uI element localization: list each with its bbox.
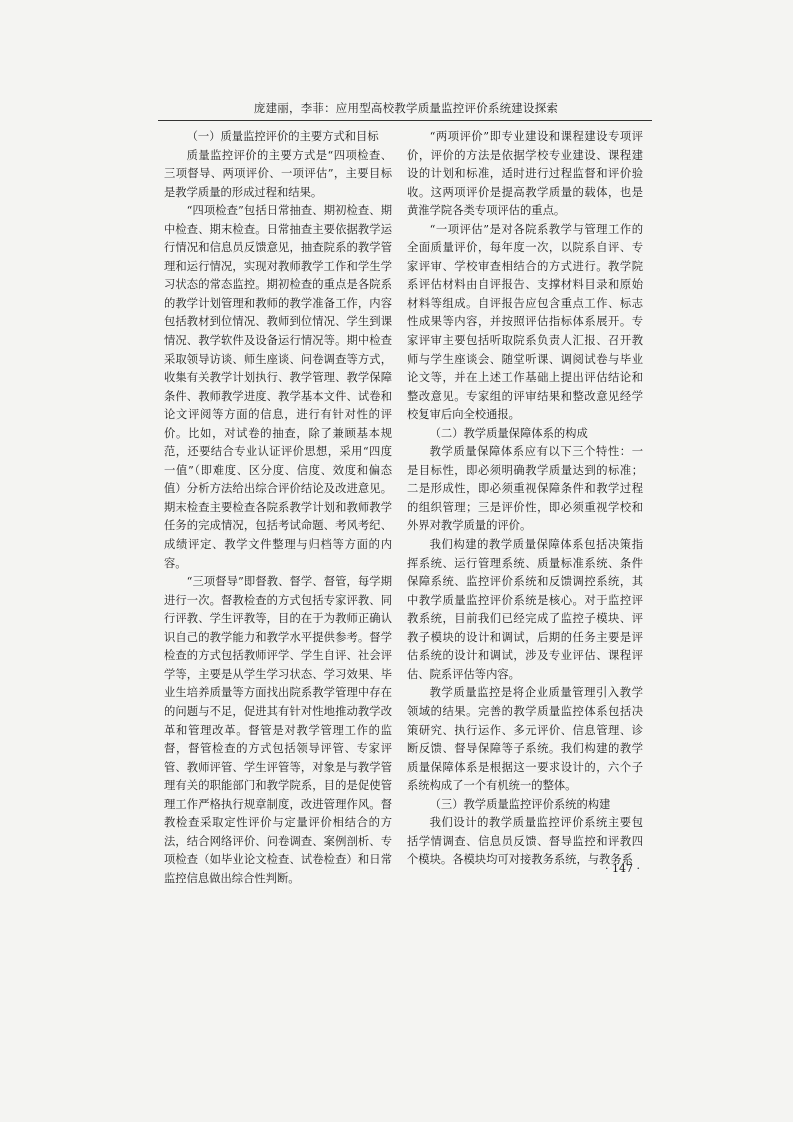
left-column bbox=[164, 128, 392, 888]
page-number: · 147 · bbox=[605, 862, 640, 875]
paragraph: 教学质量保障体系应有以下三个特性：一是目标性，即必须明确教学质量达到的标准；二是形成性，即必须重视保障条件和教学过程的组织管理；三是评价性，即必须重视学校和外界对教学质量的评价。 bbox=[407, 445, 643, 533]
section-heading: （三）教学质量监控评价系统的构建 bbox=[429, 797, 611, 811]
header-rule bbox=[158, 120, 652, 121]
paragraph: “一项评估”是对各院系教学与管理工作的全面质量评价，每年度一次，以院系自评、专家评审、学校审查相结合的方式进行。教学院系评估材料由自评报告、支撑材料目录和原始材料等组成。自评报告应包含重点工作、标志性成果等内容，并按照评估指标体系展开。专家评审主要包括听取院系负责人汇报、召开教师与学生座谈会、随堂听课、调阅试卷与毕业论文等，并在上述工作基础上提出评估结论和整改意见。专家组的评审结果和整改意见经学校复审后向全校通报。 bbox=[407, 222, 643, 422]
right-column bbox=[407, 128, 643, 870]
paragraph: “四项检查”包括日常抽查、期初检查、期中检查、期末检查。日常抽查主要依据教学运行情况和信息员反馈意见，抽查院系的教学管理和运行情况，实现对教师教学工作和学生学习状态的常态监控。期初检查的重点是各院系的教学计划管理和教师的教学准备工作，内容包括教材到位情况、教师到位情况、学生到课情况、教学软件及设备运行情况等。期中检查采取领导访谈、师生座谈、问卷调查等方式，收集有关教学计划执行、教学管理、教学保障条件、教师教学进度、教学基本文件、试卷和论文评阅等方面的信息，进行有针对性的评价。比如，对试卷的抽查，除了兼顾基本规范，还要结合专业认证评价思想，采用“四度一值”（即难度、区分度、信度、效度和偏态值）分析方法给出综合评价结论及改进意见。期末检查主要检查各院系教学计划和教师教学任务的完成情况，包括考试命题、考风考纪、成绩评定、教学文件整理与归档等方面的内容。 bbox=[164, 204, 392, 570]
paragraph: “三项督导”即督教、督学、督管，每学期进行一次。督教检查的方式包括专家评教、同行评教、学生评教等，目的在于为教师正确认识自己的教学能力和教学水平提供参考。督学检查的方式包括教师评学、学生自评、社会评学等，主要是从学生学习状态、学习效果、毕业生培养质量等方面找出院系教学管理中存在的问题与不足，促进其有针对性地推动教学改革和管理改革。督管是对教学管理工作的监督，督管检查的方式包括领导评管、专家评管、教师评管、学生评管等，对象是与教学管理有关的职能部门和教学院系，目的是促使管理工作严格执行规章制度，改进管理作风。督教检查采取定性评价与定量评价相结合的方法，结合网络评价、问卷调查、案例剖析、专项检查（如毕业论文检查、试卷检查）和日常监控信息做出综合性判断。 bbox=[164, 575, 392, 885]
running-header: 庞建丽，李菲：应用型高校教学质量监控评价系统建设探索 bbox=[253, 101, 559, 115]
paragraph: 我们设计的教学质量监控评价系统主要包括学情调查、信息员反馈、督导监控和评教四个模块。各模块均可对接教务系统，与教务系 bbox=[407, 816, 643, 867]
paragraph: 我们构建的教学质量保障体系包括决策指挥系统、运行管理系统、质量标准系统、条件保障系统、监控评价系统和反馈调控系统，其中教学质量监控评价系统是核心。对于监控评教系统，目前我们已经完成了监控子模块、评教子模块的设计和调试，后期的任务主要是评估系统的设计和调试，涉及专业评估、课程评估、院系评估等内容。 bbox=[407, 538, 643, 681]
paragraph: “两项评价”即专业建设和课程建设专项评价，评价的方法是依据学校专业建设、课程建设的计划和标准，适时进行过程监督和评价验收。这两项评价是提高教学质量的载体，也是黄淮学院各类专项评估的重点。 bbox=[407, 130, 643, 218]
paragraph: 质量监控评价的主要方式是“四项检查、三项督导、两项评价、一项评估”，主要目标是教学质量的形成过程和结果。 bbox=[164, 148, 392, 199]
paragraph: 教学质量监控是将企业质量管理引入教学领域的结果。完善的教学质量监控体系包括决策研究、执行运作、多元评价、信息管理、诊断反馈、督导保障等子系统。我们构建的教学质量保障体系是根据这一要求设计的，六个子系统构成了一个有机统一的整体。 bbox=[407, 686, 643, 793]
section-heading: （二）教学质量保障体系的构成 bbox=[429, 426, 588, 440]
section-heading: （一）质量监控评价的主要方式和目标 bbox=[186, 130, 379, 143]
